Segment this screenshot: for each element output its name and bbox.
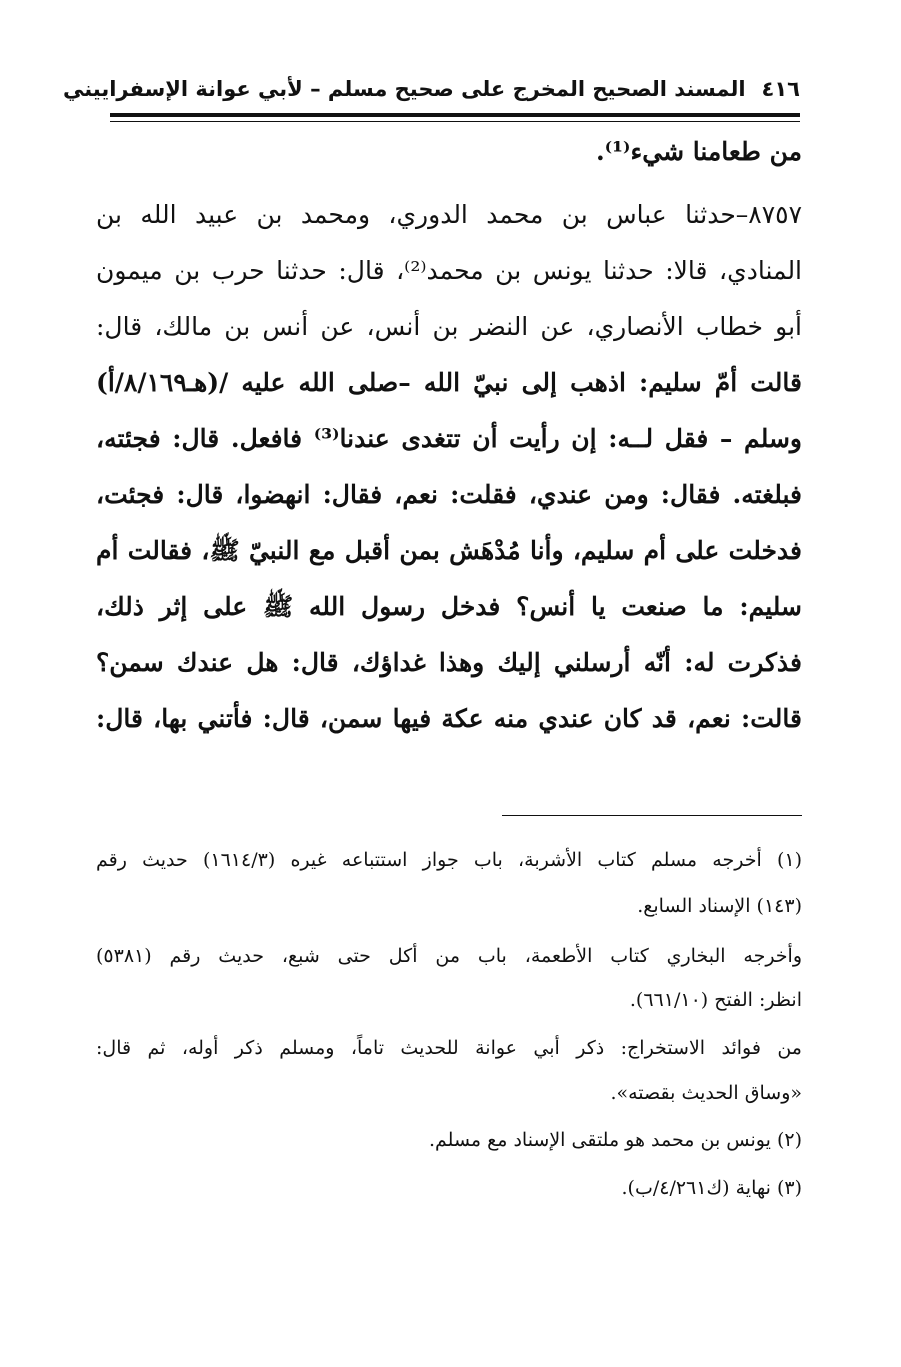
body-line: قالت: نعم، قد كان عندي منه عكة فيها سمن، قال: فأتني بها، قال:	[96, 704, 802, 733]
page-number: ٤١٦	[761, 77, 800, 101]
body-line: فدخلت على أم سليم، وأنا مُدْهَش بمن أقبل مع النبيّ ﷺ، فقالت أم	[96, 536, 802, 565]
footnote-line: (٢) يونس بن محمد هو ملتقى الإسناد مع مسلم.	[428, 1129, 802, 1151]
body-line: فذكرت له: أنّه أرسلني إليك وهذا غداؤك، قال: هل عندك سمن؟	[96, 648, 802, 677]
footnote-line: (١) أخرجه مسلم كتاب الأشربة، باب جواز استتباعه غيره (١٦١٤/٣) حديث رقم	[96, 849, 802, 871]
header-rule-thin	[110, 121, 800, 122]
footnote-line: انظر: الفتح (٦٦١/١٠).	[629, 989, 802, 1011]
body-line: قالت أمّ سليم: اذهب إلى نبيّ الله –صلى الله عليه /(هـ٨/١٦٩/أ)	[96, 368, 802, 397]
footnote-line: (١٤٣) الإسناد السابع.	[637, 895, 802, 917]
body-line: أبو خطاب الأنصاري، عن النضر بن أنس، عن أنس بن مالك، قال:	[96, 312, 802, 341]
body-line: ٨٧٥٧–حدثنا عباس بن محمد الدوري، ومحمد بن عبيد الله بن	[96, 200, 802, 229]
body-line: المنادي، قالا: حدثنا يونس بن محمد⁽²⁾، قال: حدثنا حرب بن ميمون	[96, 256, 803, 285]
footnote-line: (٣) نهاية (ك٤/٢٦١/ب).	[621, 1177, 802, 1199]
body-line: وسلم – فقل لــه: إن رأيت أن تتغدى عندنا⁽³⁾ فافعل. قال: فجئته،	[96, 424, 802, 453]
running-title: المسند الصحيح المخرج على صحيح مسلم – لأبي عوانة الإسفراييني	[62, 77, 746, 101]
header-rule-thick	[110, 113, 800, 117]
footnote-line: «وساق الحديث بقصته».	[610, 1082, 802, 1104]
page-header	[62, 74, 800, 104]
body-line: سليم: ما صنعت يا أنس؟ فدخل رسول الله ﷺ على إثر ذلك،	[96, 592, 802, 621]
body-line: فبلغته. فقال: ومن عندي، فقلت: نعم، فقال: انهضوا، قال: فجئت،	[96, 480, 802, 509]
footnote-line: من فوائد الاستخراج: ذكر أبي عوانة للحديث تاماً، ومسلم ذكر أوله، ثم قال:	[96, 1037, 802, 1059]
footnote-separator	[502, 815, 802, 816]
footnote-line: وأخرجه البخاري كتاب الأطعمة، باب من أكل حتى شبع، حديث رقم (٥٣٨١)	[96, 945, 802, 967]
body-line: من طعامنا شيء⁽¹⁾.	[595, 137, 802, 166]
